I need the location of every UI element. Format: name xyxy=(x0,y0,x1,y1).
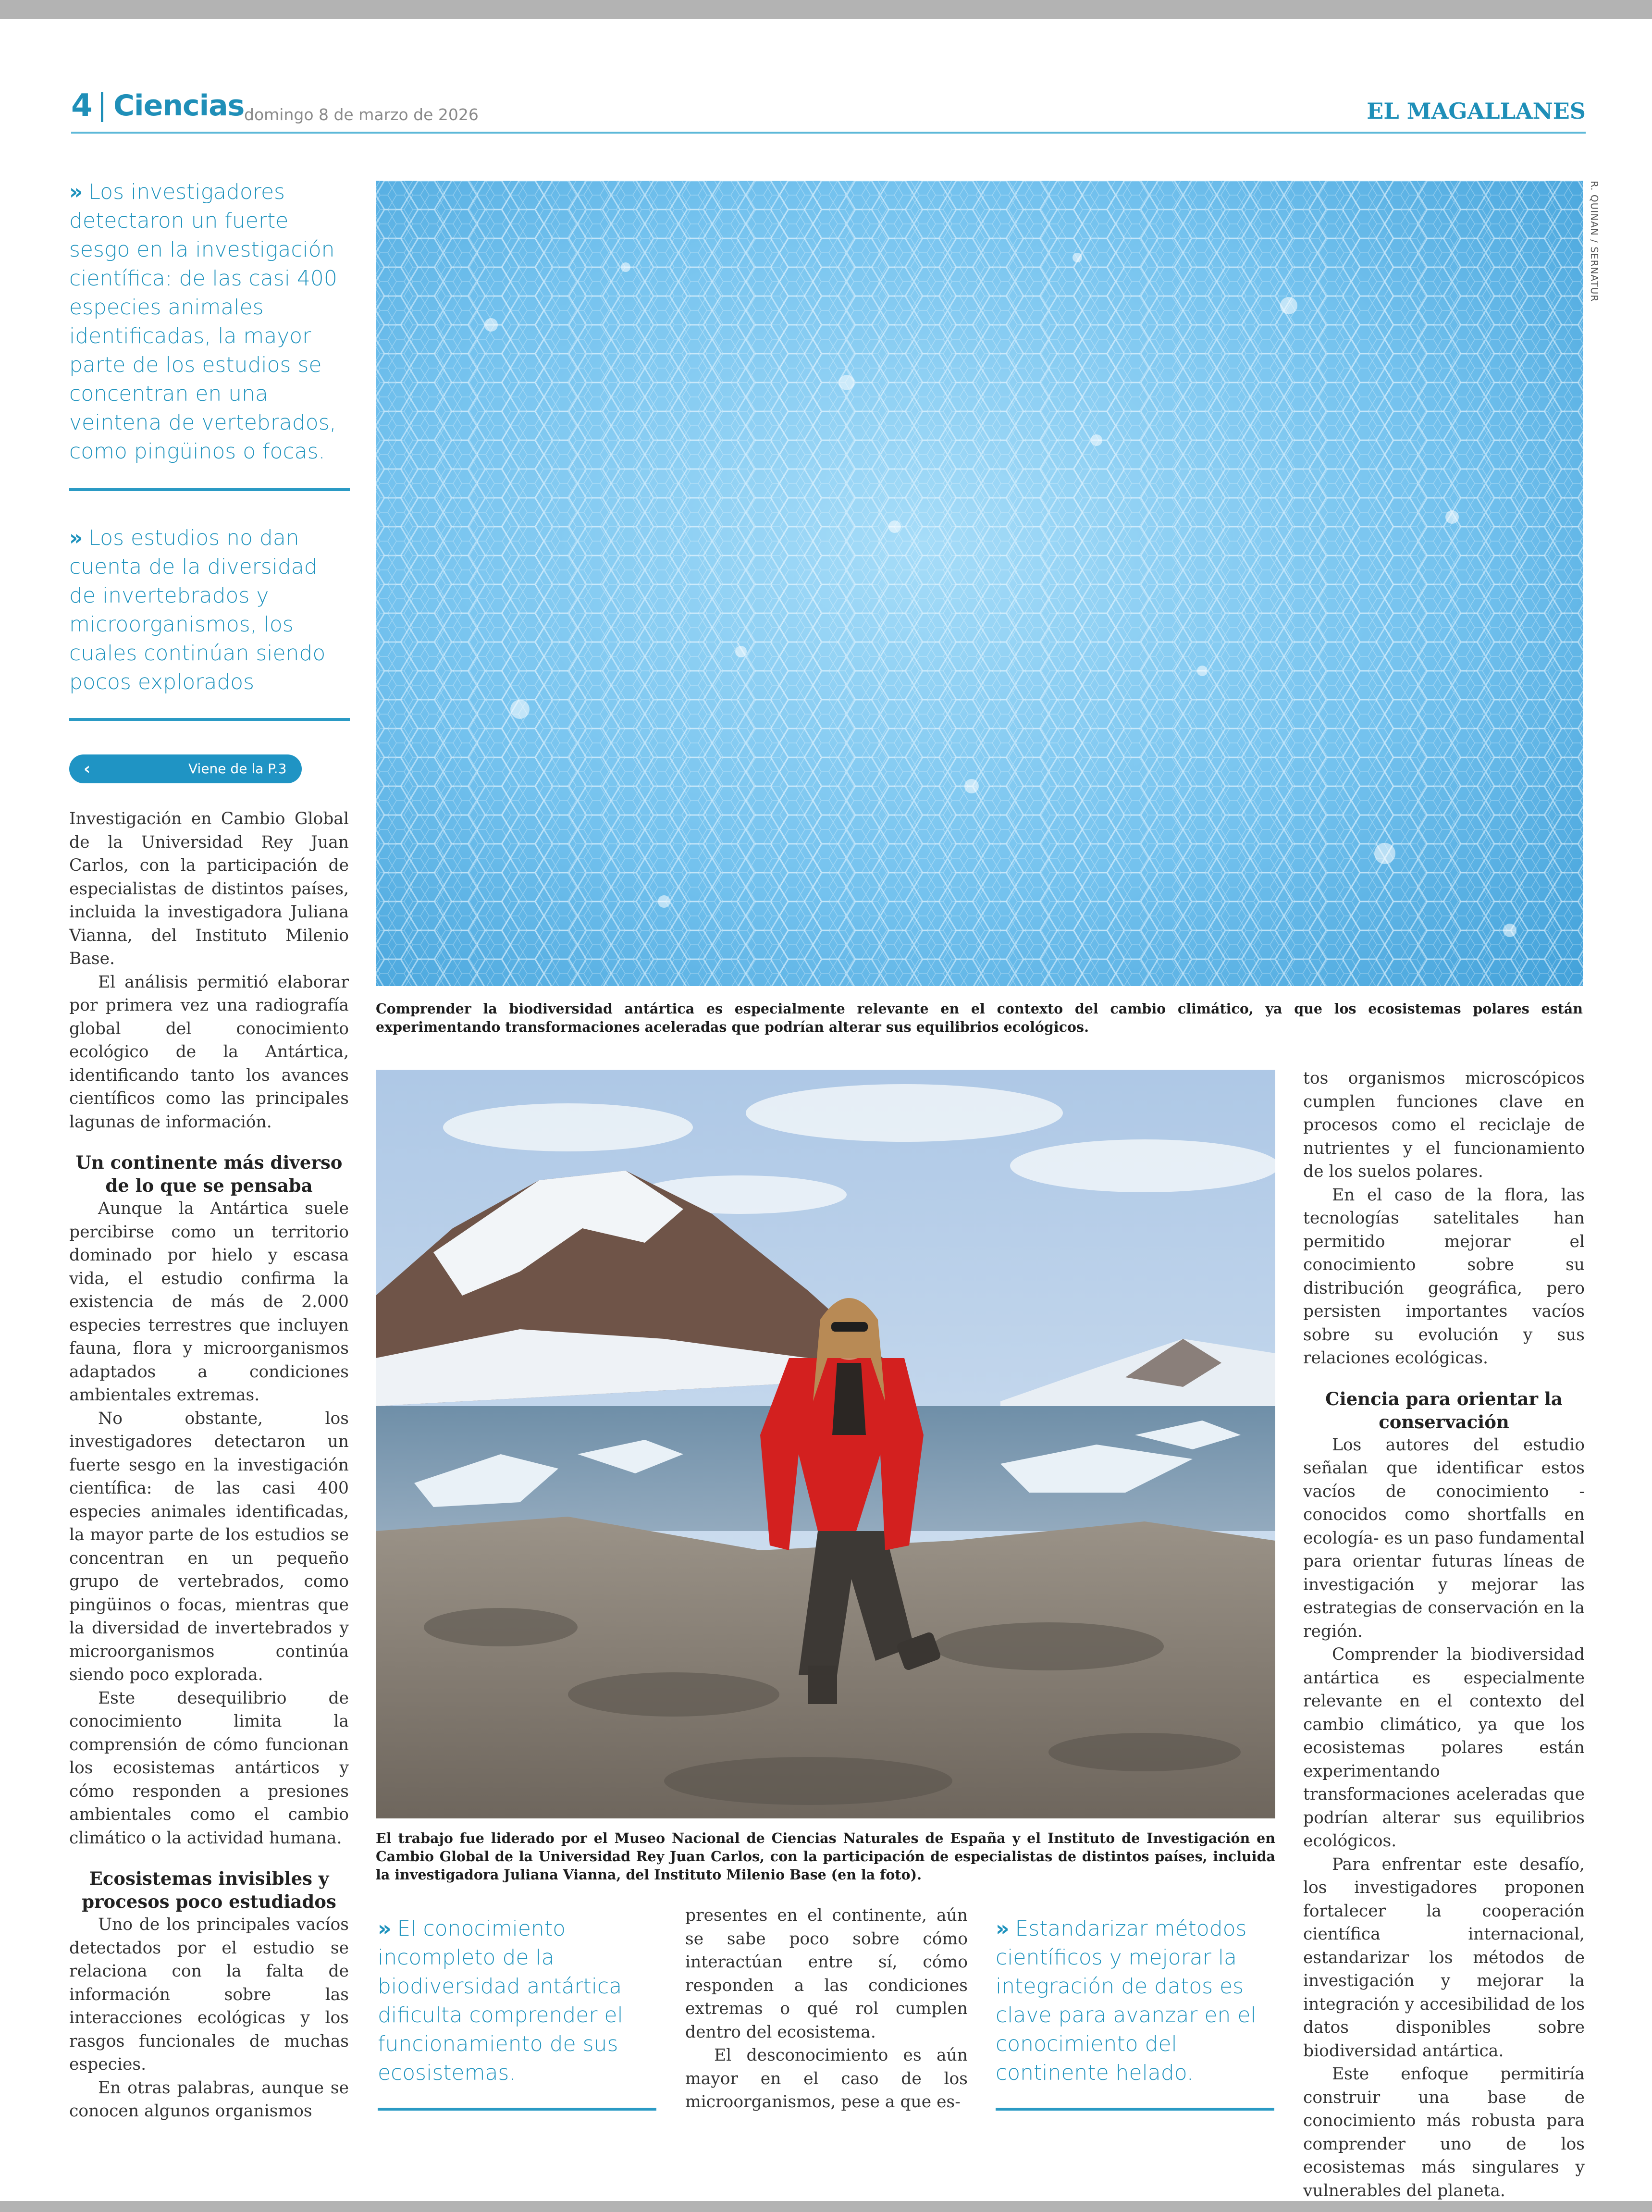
pull-quote-4 xyxy=(996,1915,1270,2088)
double-chevron-icon: » xyxy=(378,1916,392,1941)
pull-quote-1-rule xyxy=(69,488,350,491)
chevron-left-icon: ‹ xyxy=(84,759,91,779)
pull-quote-4-text: Estandarizar métodos científicos y mejorar la integración de datos es clave para avanzar en el conocimiento del continente helado. xyxy=(996,1916,1257,2085)
article-column-5 xyxy=(1303,1067,1585,2202)
paragraph: Los autores del estudio señalan que identificar estos vacíos de conocimiento -conocidos como shortfalls en ecología- es un paso fundamental para orientar futuras líneas de investigación y mejorar las estrategias de conservación en la región. xyxy=(1303,1435,1585,1641)
paragraph: presentes en el continente, aún se sabe poco sobre cómo interactúan entre sí, cómo responden a las condiciones extremas o qué rol cumplen dentro del ecosistema. xyxy=(685,1906,968,2042)
pull-quote-3-text: El conocimiento incompleto de la biodiversidad antártica dificulta comprender el funcionamiento de sus ecosistemas. xyxy=(378,1916,623,2085)
paragraph: No obstante, los investigadores detectaron un fuerte sesgo en la investigación científica: de las casi 400 especies animales identificadas, la mayor parte de los estudios se concentran en un pequeño grupo de vertebrados, como pingüinos o focas, mientras que la diversidad de invertebrados y microorganismos continúa siendo poco explorada. xyxy=(69,1409,349,1684)
double-chevron-icon: » xyxy=(69,526,83,550)
pull-quote-4-rule xyxy=(996,2108,1274,2111)
paragraph: El análisis permitió elaborar por primera vez una radiografía global del conocimiento ecológico de la Antártica, identificando tanto los avances científicos como las principales lagunas de información. xyxy=(69,972,349,1132)
bottom-border xyxy=(0,2201,1652,2212)
section-title: Ciencias xyxy=(113,89,245,123)
paragraph: Este desequilibrio de conocimiento limita la comprensión de cómo funcionan los ecosistemas antárticos y cómo responden a presiones ambientales como el cambio climático o la actividad humana. xyxy=(69,1688,349,1848)
pull-quote-3-rule xyxy=(378,2108,656,2111)
paragraph: Comprender la biodiversidad antártica es especialmente relevante en el contexto del cambio climático, ya que los ecosistemas polares están experimentando transformaciones aceleradas que podrían alterar sus equilibrios ecológicos. xyxy=(1303,1645,1585,1851)
top-border xyxy=(0,0,1652,19)
page-number: 4 xyxy=(71,88,93,124)
paragraph: Aunque la Antártica suele percibirse como un territorio dominado por hielo y escasa vida, el estudio confirma la existencia de más de 2.000 especies terrestres que incluyen fauna, flora y microorganismos adaptados a condiciones ambientales extremas. xyxy=(69,1199,349,1405)
subheading: Ciencia para orientar la conservación xyxy=(1325,1388,1563,1433)
paragraph: tos organismos microscópicos cumplen funciones clave en procesos como el reciclaje de nutrientes y el funcionamiento de los suelos polares. xyxy=(1303,1069,1585,1181)
subheading: Ecosistemas invisibles y procesos poco estudiados xyxy=(82,1868,336,1912)
header-rule xyxy=(71,132,1586,134)
double-chevron-icon: » xyxy=(996,1916,1010,1941)
article-column-3 xyxy=(685,1904,968,2114)
paragraph: El desconocimiento es aún mayor en el caso de los microorganismos, pese a que es- xyxy=(685,2046,968,2112)
paragraph: Investigación en Cambio Global de la Universidad Rey Juan Carlos, con la participación de especialistas de distintos países, incluida la investigadora Juliana Vianna, del Instituto Milenio Base. xyxy=(69,809,349,968)
pull-quote-3 xyxy=(378,1915,647,2088)
issue-date: domingo 8 de marzo de 2026 xyxy=(244,105,479,124)
pull-quote-2 xyxy=(69,524,338,697)
paragraph: Este enfoque permitiría construir una base de conocimiento más robusta para comprender uno de los ecosistemas más singulares y vulnerables del planeta. xyxy=(1303,2064,1585,2200)
pull-quote-1-text: Los investigadores detectaron un fuerte sesgo en la investigación científica: de las casi 400 especies animales identificadas, la mayor parte de los estudios se concentran en una veintena de vertebrados, como pingüinos o focas. xyxy=(69,180,337,464)
header-separator xyxy=(101,92,103,122)
paragraph: En otras palabras, aunque se conocen algunos organismos xyxy=(69,2078,349,2121)
antarctic-landscape-image xyxy=(376,1070,1275,1818)
photo-2-caption: El trabajo fue liderado por el Museo Nacional de Ciencias Naturales de España y el Instituto de Investigación en Cambio Global de la Universidad Rey Juan Carlos, con la participación de especialistas de distintos países, incluida la investigadora Juliana Vianna, del Instituto Milenio Base (en la foto). xyxy=(376,1830,1275,1883)
researcher-photo xyxy=(376,1070,1275,1818)
continuation-badge[interactable] xyxy=(69,754,302,783)
ice-texture-image xyxy=(376,181,1583,986)
continuation-label: Viene de la P.3 xyxy=(188,761,287,777)
paragraph: Para enfrentar este desafío, los investigadores proponen fortalecer la cooperación científica internacional, estandarizar los métodos de investigación y mejorar la integración y accesibilidad de los datos disponibles sobre biodiversidad antártica. xyxy=(1303,1854,1585,2061)
double-chevron-icon: » xyxy=(69,180,83,204)
photo-1-caption: Comprender la biodiversidad antártica es especialmente relevante en el contexto del cambio climático, ya que los ecosistemas polares están experimentando transformaciones aceleradas que podrían alterar sus equilibrios ecológicos. xyxy=(376,1001,1583,1035)
pull-quote-2-text: Los estudios no dan cuenta de la diversidad de invertebrados y microorganismos, los cuales continúan siendo pocos explorados xyxy=(69,526,326,694)
ice-photo xyxy=(376,181,1583,986)
paragraph: En el caso de la flora, las tecnologías satelitales han permitido mejorar el conocimiento sobre su distribución geográfica, pero persisten importantes vacíos sobre su evolución y sus relaciones ecológicas. xyxy=(1303,1185,1585,1368)
pull-quote-1 xyxy=(69,178,346,466)
newspaper-name: EL MAGALLANES xyxy=(1367,98,1586,124)
pull-quote-2-rule xyxy=(69,718,350,721)
subheading: Un continente más diverso de lo que se pensaba xyxy=(75,1152,343,1196)
paragraph: Uno de los principales vacíos detectados por el estudio se relaciona con la falta de información sobre las interacciones ecológicas y los rasgos funcionales de muchas especies. xyxy=(69,1915,349,2074)
photo-credit xyxy=(1587,181,1606,306)
photo-credit-text: R. QUINAN / SERNATUR xyxy=(1589,181,1600,302)
article-column-1 xyxy=(69,807,349,2123)
